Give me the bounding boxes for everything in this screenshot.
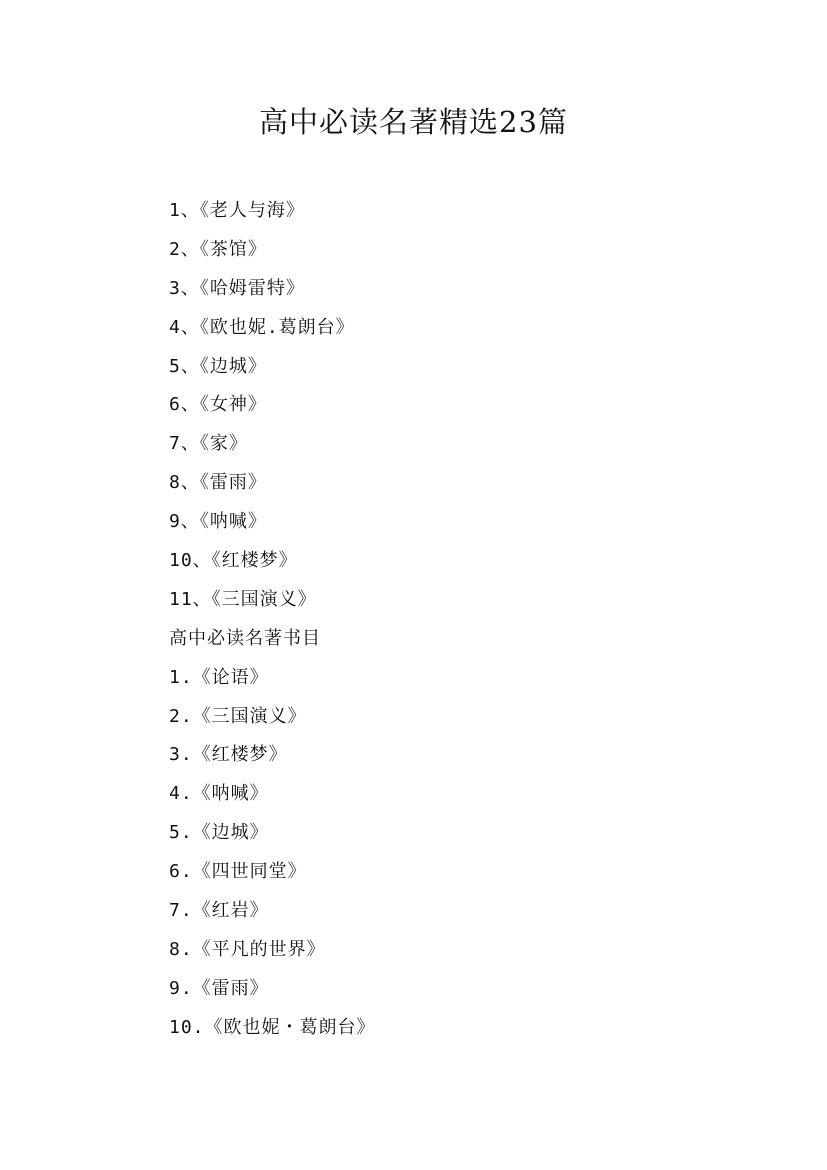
list-item: 6、《女神》 bbox=[169, 394, 267, 416]
list-item: 5、《边城》 bbox=[169, 355, 267, 377]
list-item: 9、《呐喊》 bbox=[169, 511, 267, 533]
list-item: 8、《雷雨》 bbox=[169, 472, 267, 494]
list-item: 8.《平凡的世界》 bbox=[169, 938, 326, 960]
list-item: 2.《三国演义》 bbox=[169, 705, 307, 727]
list-item: 4.《呐喊》 bbox=[169, 783, 269, 805]
page-title: 高中必读名著精选23篇 bbox=[259, 105, 568, 139]
list-item: 5.《边城》 bbox=[169, 822, 269, 844]
list-item: 1、《老人与海》 bbox=[169, 200, 305, 221]
list-item: 4、《欧也妮.葛朗台》 bbox=[169, 316, 355, 338]
list-item: 9.《雷雨》 bbox=[169, 977, 269, 999]
list-item: 1.《论语》 bbox=[169, 666, 269, 688]
list-item: 7、《家》 bbox=[169, 433, 248, 455]
list-item: 10、《红楼梦》 bbox=[169, 550, 298, 572]
list-item: 2、《茶馆》 bbox=[169, 238, 267, 260]
list-item: 6.《四世同堂》 bbox=[169, 861, 307, 883]
list-item: 3、《哈姆雷特》 bbox=[169, 277, 305, 299]
section-heading: 高中必读名著书目 bbox=[169, 627, 321, 649]
list-item: 11、《三国演义》 bbox=[169, 588, 317, 610]
list-item: 10.《欧也妮・葛朗台》 bbox=[169, 1016, 376, 1038]
list-item: 7.《红岩》 bbox=[169, 900, 269, 922]
list-item: 3.《红楼梦》 bbox=[169, 744, 288, 766]
document-body bbox=[169, 192, 789, 1048]
